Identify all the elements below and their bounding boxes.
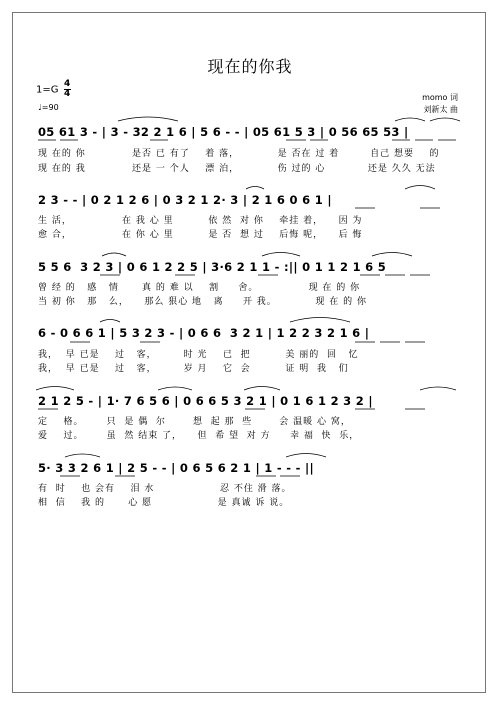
tie-arc bbox=[405, 186, 435, 190]
tie-arc bbox=[246, 187, 264, 190]
tie-arc bbox=[372, 253, 412, 257]
tie-arc bbox=[286, 454, 326, 458]
tie-arc bbox=[420, 387, 456, 390]
tie-arc bbox=[244, 387, 280, 391]
tie-arc bbox=[102, 253, 126, 256]
song-title: 现在的你我 bbox=[207, 57, 293, 76]
tie-arc bbox=[100, 320, 120, 323]
lyric-row-1b: 现 在的 我 还是 一 个人 漂 泊， 伤 过的 心 还是 久久 无法 bbox=[38, 164, 436, 174]
lyric-row-4b: 我， 早 已是 过 客， 岁 月 它 会 证 明 我 们 bbox=[38, 364, 349, 374]
tie-arc bbox=[395, 118, 425, 121]
lyric-row-5b: 爱 过。 虽 然 结束 了， 但 希 望 对 方 幸 福 快 乐， bbox=[38, 431, 360, 441]
time-sig-top: 4 bbox=[64, 79, 71, 89]
lyric-row-4a: 我， 早 已是 过 客， 时 光 已 把 美 丽的 回 忆 bbox=[38, 350, 359, 360]
notation-row-4: 6 - 0 6 6 1 | 5 3 2 3 - | 0 6 6 3 2 1 | 1 2 2 3 2 1 6 | bbox=[38, 326, 370, 340]
tempo-marking: ♩=90 bbox=[38, 103, 59, 112]
tie-arc bbox=[262, 253, 300, 257]
lyric-row-6b: 相 信 我 的 心 愿 是 真诚 诉 说。 bbox=[38, 498, 290, 508]
tie-arc bbox=[36, 387, 74, 391]
notation-row-2: 2 3 - - | 0 2 1 2 6 | 0 3 2 1 2· 3 | 2 1 6 0 6 1 | bbox=[38, 193, 332, 207]
notation-row-1: 05 61 3 - | 3 - 32 2 1 6 | 5 6 - - | 05 61 5 3 | 0 56 65 53 | bbox=[38, 125, 409, 139]
lyric-row-5a: 定 格。 只 是 偶 尔 想 起 那 些 会 温暖 心 窝， bbox=[38, 417, 351, 427]
lyric-row-1a: 现 在的 你 是否 已 有了 着 落， 是 否在 过 着 自己 想要 的 bbox=[38, 149, 440, 159]
composer-credit: 刘新太 曲 bbox=[423, 105, 458, 114]
notation-row-6: 5· 3 3 2 6 1 | 2 5 - - | 0 6 5 6 2 1 | 1 - - - || bbox=[38, 461, 315, 475]
lyric-row-2b: 愈 合， 在 你 心 里 是 否 想 过 后悔 呢， 后 悔 bbox=[38, 230, 363, 240]
notation-row-3: 5 5 6 3 2 3 | 0 6 1 2 2 5 | 3·6 2 1 1 - :|| 0 1 1 2 1 6 5 bbox=[38, 260, 387, 274]
tie-arc bbox=[65, 454, 100, 457]
notation-row-5: 2 1 2 5 - | 1· 7 6 5 6 | 0 6 6 5 3 2 1 | 0 1 6 1 2 3 2 | bbox=[38, 394, 373, 408]
lyricist-credit: momo 词 bbox=[422, 93, 458, 102]
tie-arc bbox=[430, 118, 460, 121]
tie-arc bbox=[290, 318, 350, 323]
key-label: 1=G bbox=[36, 84, 59, 96]
tie-arc bbox=[118, 117, 178, 121]
lyric-row-3b: 当 初 你 那 么， 那么 狠心 地 离 开 我。 现 在 的 你 bbox=[38, 297, 367, 307]
tie-arc bbox=[158, 387, 192, 390]
lyric-row-6a: 有 时 也 会有 泪 水 忍 不住 滑 落。 bbox=[38, 484, 292, 494]
lyric-row-2a: 生 活， 在 我 心 里 依 然 对 你 牵挂 着， 因 为 bbox=[38, 216, 363, 226]
lyric-row-3a: 曾 经 的 感 情 真 的 难 以 割 舍。 现 在 的 你 bbox=[38, 283, 361, 293]
time-sig-bottom: 4 bbox=[64, 89, 71, 99]
